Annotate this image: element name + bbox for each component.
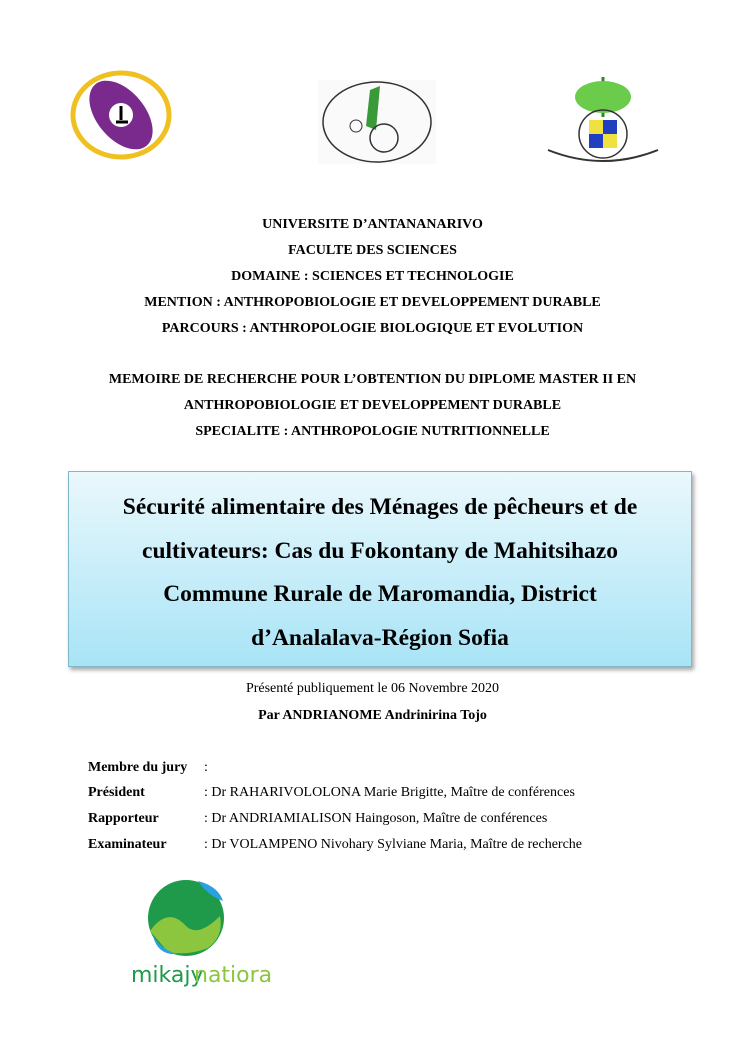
jury-row xyxy=(88,837,582,853)
university-crest-logo xyxy=(543,72,663,172)
jury-role: Membre du jury xyxy=(88,760,188,775)
presentation-date: Présenté publiquement le 06 Novembre 2020 xyxy=(245,681,500,696)
header-line: FACULTE DES SCIENCES xyxy=(288,243,457,258)
jury-role: Examinateur xyxy=(88,837,167,852)
jury-row xyxy=(88,760,208,776)
jury-role: Président xyxy=(88,785,145,800)
svg-text:natiora: natiora xyxy=(194,963,273,988)
jury-role: Rapporteur xyxy=(88,811,159,826)
jury-value: : Dr ANDRIAMIALISON Haingoson, Maître de conférences xyxy=(204,811,548,826)
memoire-line: MEMOIRE DE RECHERCHE POUR L’OBTENTION DU DIPLOME MASTER II EN xyxy=(108,372,637,387)
mikajy-natiora-logo xyxy=(128,876,273,992)
jury-value: : Dr VOLAMPENO Nivohary Sylviane Maria, Maître de recherche xyxy=(204,837,583,852)
jury-row xyxy=(88,785,575,801)
jury-value: : Dr RAHARIVOLOLONA Marie Brigitte, Maître de conférences xyxy=(204,785,575,800)
university-header xyxy=(0,212,745,342)
memoire-line: SPECIALITE : ANTHROPOLOGIE NUTRITIONNELLE xyxy=(195,424,550,439)
title-line: Sécurité alimentaire des Ménages de pêcheurs et de xyxy=(122,494,638,520)
jury-value: : xyxy=(204,760,208,775)
title-line: d’Analalava-Région Sofia xyxy=(251,624,509,651)
header-line: MENTION : ANTHROPOBIOLOGIE ET DEVELOPPEMENT DURABLE xyxy=(144,295,601,310)
header-line: UNIVERSITE D’ANTANANARIVO xyxy=(262,217,483,232)
faculte-des-sciences-logo xyxy=(66,70,176,160)
memoire-line: ANTHROPOBIOLOGIE ET DEVELOPPEMENT DURABLE xyxy=(183,398,562,413)
thesis-title-box xyxy=(68,471,692,667)
jury-row xyxy=(88,811,547,827)
memoire-block xyxy=(0,367,745,445)
svg-text:mikajy: mikajy xyxy=(131,963,204,988)
mention-logo xyxy=(318,80,436,164)
title-line: Commune Rurale de Maromandia, District xyxy=(163,581,597,607)
header-line: DOMAINE : SCIENCES ET TECHNOLOGIE xyxy=(231,269,514,284)
title-line: cultivateurs: Cas du Fokontany de Mahitsihazo xyxy=(142,537,618,564)
header-line: PARCOURS : ANTHROPOLOGIE BIOLOGIQUE ET EVOLUTION xyxy=(161,321,584,336)
author: Par ANDRIANOME Andrinirina Tojo xyxy=(258,708,487,723)
